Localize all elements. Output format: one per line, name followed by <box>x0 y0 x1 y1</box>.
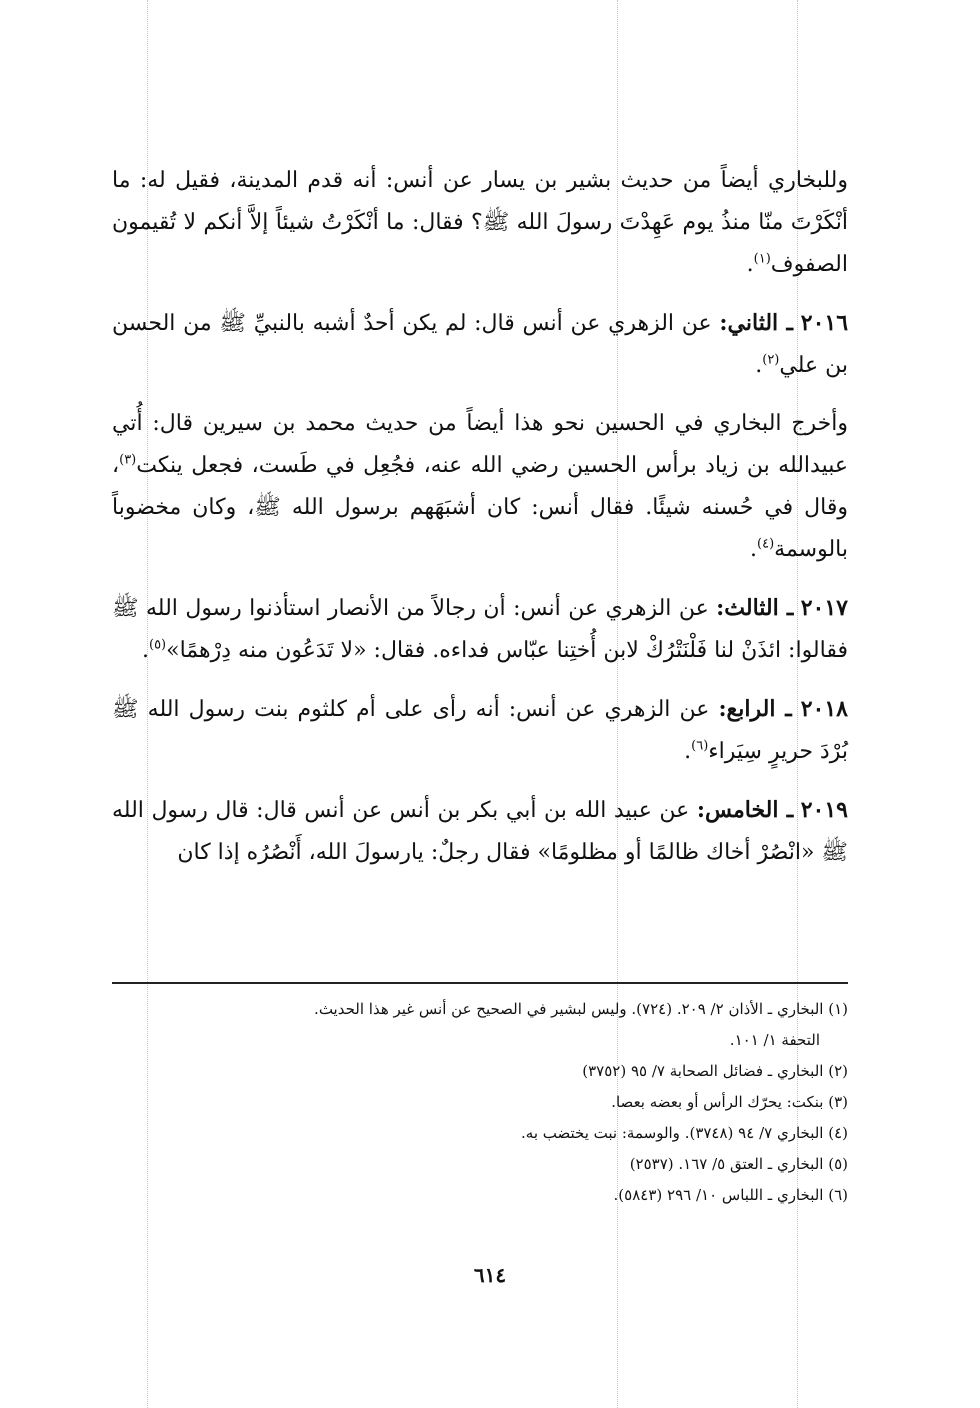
footnote-5 <box>112 1149 848 1180</box>
footnote-1 <box>112 994 848 1056</box>
hadith-2017 <box>112 587 848 672</box>
footnote-ref[interactable]: (١) <box>753 251 771 267</box>
hadith-number: ٢٠١٩ <box>800 797 848 823</box>
footnote-4 <box>112 1118 848 1149</box>
paragraph-tail: . <box>755 353 763 378</box>
footnote-ref[interactable]: (٦) <box>691 738 709 754</box>
paragraph-tail: ، وقال في حُسنه شيئًا. فقال أنس: كان أشبَهَهم برسول الله ﷺ، وكان مخضوباً بالوسمة <box>112 453 848 562</box>
footnote-separator <box>112 982 848 984</box>
footnote-text-continued: التحفة ١/ ١٠١. <box>729 1031 820 1049</box>
paragraph-text: وللبخاري أيضاً من حديث بشير بن يسار عن أنس: أنه قدم المدينة، فقيل له: ما أنْكَرْتَ منّا منذُ يوم عَهِدْتَ رسولَ الله ﷺ؟ فقال: ما أنْكَرْتُ شيئاً إلاَّ أنكم لا تُقيمون الصفوف <box>112 168 848 277</box>
paragraph-tail: . <box>750 537 758 562</box>
page-number: ٦١٤ <box>473 1263 507 1287</box>
page-body <box>112 160 848 890</box>
paragraph-text: عن عبيد الله بن أبي بكر بن أنس عن أنس قال: قال رسول الله ﷺ «انْصُرْ أخاك ظالمًا أو مظلومًا» فقال رجلٌ: يارسولَ الله، أَنْصُرُه إذا كان <box>112 798 848 865</box>
footnote-text: (١) البخاري ـ الأذان ٢/ ٢٠٩. (٧٢٤). وليس لبشير في الصحيح عن أنس غير هذا الحديث. <box>314 1000 848 1018</box>
hadith-number: ٢٠١٦ <box>800 310 849 336</box>
hadith-number: ٢٠١٧ <box>800 595 848 621</box>
footnote-6 <box>112 1180 848 1211</box>
paragraph-tail: . <box>684 739 692 764</box>
footnotes <box>112 994 848 1211</box>
paragraph-text: وأخرج البخاري في الحسين نحو هذا أيضاً من حديث محمد بن سيرين قال: أُتي عبيدالله بن زياد برأس الحسين رضي الله عنه، فجُعِل في طَست، فجعل ينكت <box>112 411 848 478</box>
hadith-label: ـ الرابع: <box>718 696 792 722</box>
footnote-2 <box>112 1056 848 1087</box>
paragraph-text: عن الزهري عن أنس قال: لم يكن أحدٌ أشبه بالنبيِّ ﷺ من الحسن بن علي <box>112 311 848 378</box>
hadith-2019 <box>112 789 848 874</box>
paragraph-tail: . <box>141 638 149 663</box>
paragraph-bukhari-husayn <box>112 403 848 571</box>
hadith-number: ٢٠١٨ <box>800 696 848 722</box>
footnote-ref[interactable]: (٣) <box>119 452 137 468</box>
paragraph-text: عن الزهري عن أنس: أن رجالاً من الأنصار استأذنوا رسول الله ﷺ فقالوا: ائذَنْ لنا فَلْنَتْرُكْ لابن أُختِنا عبّاس فداءه. فقال: «لا تَدَعُون منه دِرْهمًا» <box>112 596 848 663</box>
footnote-ref[interactable]: (٤) <box>757 536 775 552</box>
hadith-2018 <box>112 688 848 773</box>
footnote-text: (٤) البخاري ٧/ ٩٤ (٣٧٤٨). والوسمة: نبت يختضب به. <box>521 1124 848 1142</box>
hadith-label: ـ الخامس: <box>696 797 794 823</box>
footnote-3 <box>112 1087 848 1118</box>
footnote-text: (٥) البخاري ـ العتق ٥/ ١٦٧. (٢٥٣٧) <box>629 1155 848 1173</box>
paragraph-text: عن الزهري عن أنس: أنه رأى على أم كلثوم بنت رسول الله ﷺ بُرْدَ حريرٍ سِيَراء <box>112 697 848 764</box>
footnote-text: (٣) بنكت: يحرّك الرأس أو بعضه بعصا. <box>611 1093 848 1111</box>
hadith-label: ـ الثاني: <box>719 310 793 336</box>
footnote-text: (٢) البخاري ـ فضائل الصحابة ٧/ ٩٥ (٣٧٥٢) <box>582 1062 848 1080</box>
hadith-2016 <box>112 302 848 387</box>
footnote-ref[interactable]: (٥) <box>148 637 167 653</box>
footnote-ref[interactable]: (٢) <box>762 352 780 368</box>
paragraph-bukhari-bashir <box>112 160 848 286</box>
hadith-label: ـ الثالث: <box>716 595 794 621</box>
footnote-text: (٦) البخاري ـ اللباس ١٠/ ٢٩٦ (٥٨٤٣). <box>613 1186 848 1204</box>
paragraph-tail: . <box>746 252 754 277</box>
